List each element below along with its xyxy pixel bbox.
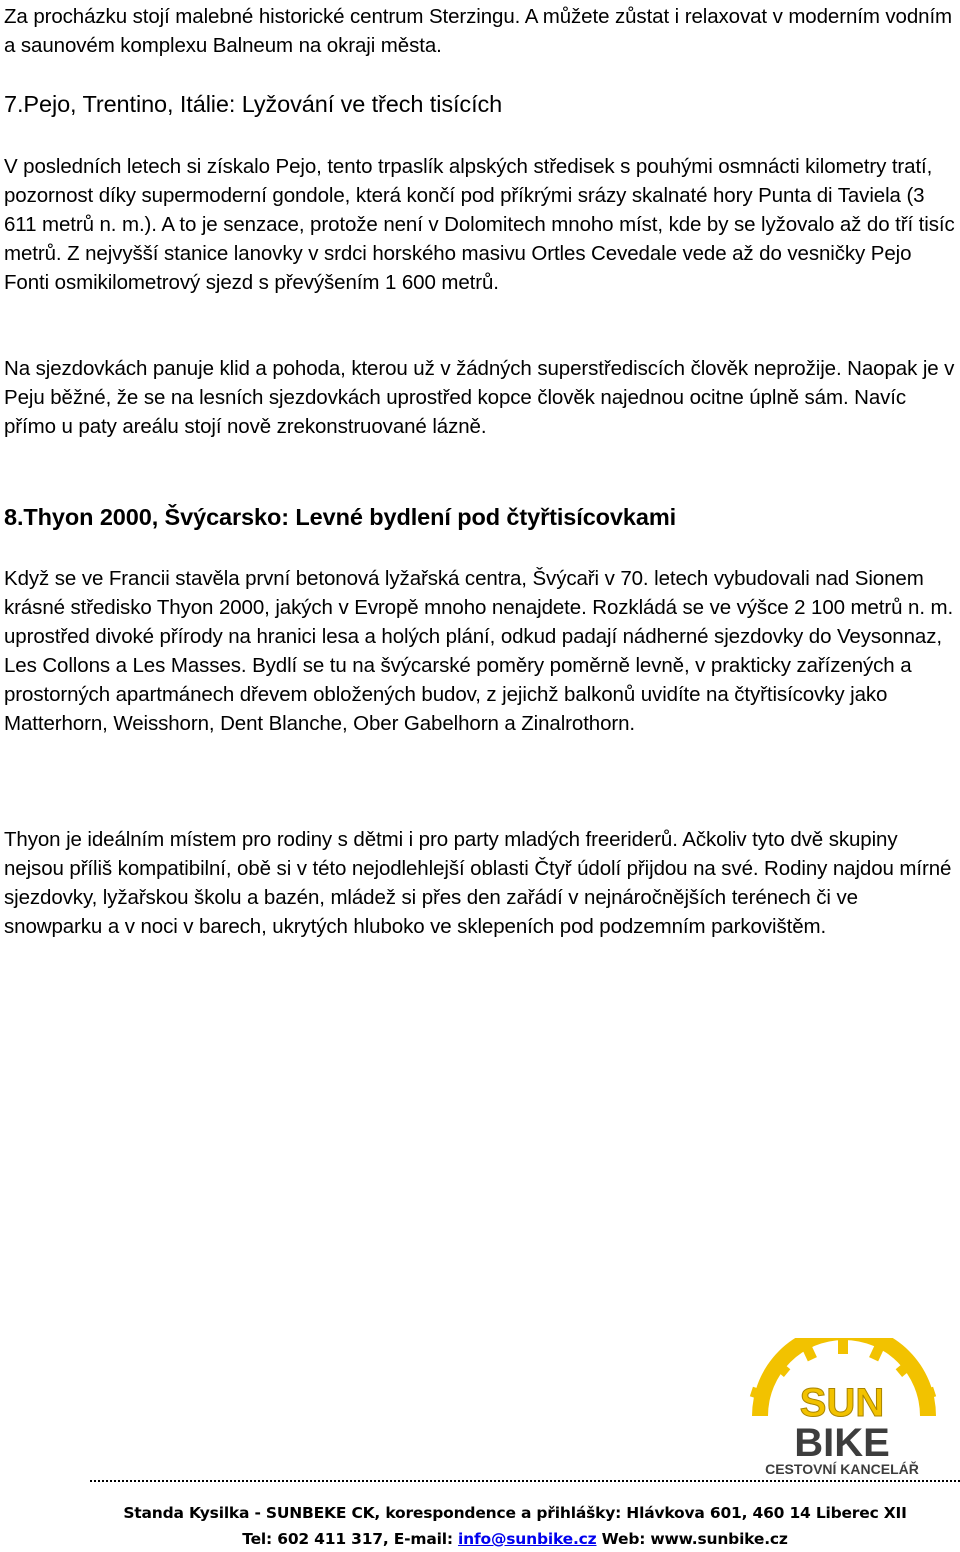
logo-bike-text: BIKE [794, 1421, 890, 1465]
logo-tagline: CESTOVNÍ KANCELÁŘ [765, 1461, 919, 1477]
footer-contact [35, 1528, 960, 1550]
section-7-heading: 7.Pejo, Trentino, Itálie: Lyžování ve třech tisících [4, 91, 503, 117]
sunbike-logo [724, 1338, 960, 1478]
footer-tel: Tel: 602 411 317, E-mail: [242, 1530, 459, 1548]
section-8-paragraph-1: Když se ve Francii stavěla první betonová lyžařská centra, Švýcaři v 70. letech vybudovali nad Sionem krásné středisko Thyon 2000, jakých v Evropě mnoho nenajdete. Rozkládá se ve výšce 2 100 metrů n. m. uprostřed divoké přírody na hranici lesa a holých plání, odkud padají nádherné sjezdovky do Veysonnaz, Les Collons a Les Masses. Bydlí se tu na švýcarské poměry poměrně levně, v prakticky zařízených a prostorných apartmánech dřevem obložených budov, z jejichž balkonů uvidíte na čtyřtisícovky jako Matterhorn, Weisshorn, Dent Blanche, Ober Gabelhorn a Zinalrothorn. [4, 567, 954, 735]
intro-paragraph: Za procházku stojí malebné historické centrum Sterzingu. A můžete zůstat i relaxovat v moderním vodním a saunovém komplexu Balneum na okraji města. [4, 5, 953, 57]
section-8-paragraph-2: Thyon je ideálním místem pro rodiny s dětmi i pro party mladých freeriderů. Ačkoliv tyto dvě skupiny nejsou příliš kompatibilní, obě si v této nejodlehlejší oblasti Čtyř údolí přijdou na své. Rodiny najdou mírné sjezdovky, lyžařskou školu a bazén, mládež si přes den zařádí v nejnáročnějších terénech či ve snowparku a v noci v barech, ukrytých hluboko ve sklepeních pod podzemním parkovištěm. [4, 828, 952, 938]
footer-web: Web: www.sunbike.cz [596, 1530, 788, 1548]
footer-divider [90, 1480, 960, 1492]
logo-sun-text: SUN [799, 1381, 885, 1425]
footer-address: Standa Kysilka - SUNBEKE CK, korespondence a přihlášky: Hlávkova 601, 460 14 Liberec XII [123, 1504, 907, 1522]
section-8-heading: 8.Thyon 2000, Švýcarsko: Levné bydlení pod čtyřtisícovkami [4, 504, 677, 530]
footer-email-link[interactable]: info@sunbike.cz [458, 1530, 597, 1548]
section-7-paragraph-2: Na sjezdovkách panuje klid a pohoda, kterou už v žádných superstřediscích člověk neprožije. Naopak je v Peju běžné, že se na lesních sjezdovkách uprostřed kopce člověk najednou ocitne úplně sám. Navíc přímo u paty areálu stojí nově zrekonstruované lázně. [4, 357, 955, 438]
section-7-paragraph-1: V posledních letech si získalo Pejo, tento trpaslík alpských středisek s pouhými osmnácti kilometry tratí, pozornost díky supermoderní gondole, která končí pod příkrými srázy skalnaté hory Punta di Taviela (3 611 metrů n. m.). A to je senzace, protože není v Dolomitech mnoho míst, kde by se lyžovalo až do tří tisíc metrů. Z nejvyšší stanice lanovky v srdci horského masivu Ortles Cevedale vede až do vesničky Pejo Fonti osmikilometrový sjezd s převýšením 1 600 metrů. [4, 155, 955, 294]
